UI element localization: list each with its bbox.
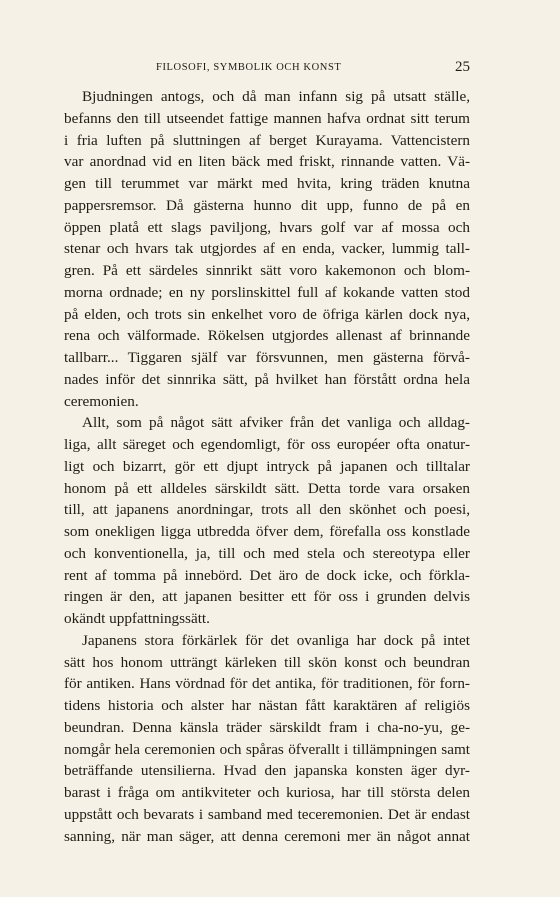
body-text bbox=[64, 86, 470, 847]
text-line: och konventionella, ja, till och med stela och stereotypa eller bbox=[64, 544, 470, 562]
text-line: okändt uppfattningssätt. bbox=[64, 610, 210, 627]
text-line: till, att japanens anordningar, trots all den skönhet och poesi, bbox=[64, 501, 470, 519]
text-line: morna ordnade; en ny porslinskittel full af kokande vatten stod bbox=[64, 283, 470, 301]
text-line: ringen är den, att japanen besitter ett för oss i grunden delvis bbox=[64, 588, 470, 606]
text-line: nomgår hela ceremonien och spåras öfverallt i tillämpningen samt bbox=[64, 740, 470, 758]
text-line: befanns den till utseendet fattige mannen hafva ordnat sitt terum bbox=[64, 109, 470, 127]
text-line: liga, allt säreget och egendomligt, för oss européer ofta onatur- bbox=[64, 436, 470, 453]
page-header bbox=[64, 60, 470, 78]
text-line: sanning, när man säger, att denna ceremoni mer än något annat bbox=[64, 827, 470, 845]
running-title: FILOSOFI, SYMBOLIK OCH KONST bbox=[156, 62, 342, 73]
text-line: för antiken. Hans vördnad för det antika, för traditionen, för forn- bbox=[64, 675, 470, 693]
text-line: var anordnad vid en liten bäck med friskt, rinnande vatten. Vä- bbox=[64, 153, 470, 171]
page-number: 25 bbox=[455, 59, 470, 75]
text-line: rena och välformade. Rökelsen utgjordes allenast af brinnande bbox=[64, 327, 470, 345]
text-line: pappersremsor. Då gästerna hunno dit upp, funno de på en bbox=[64, 196, 470, 214]
text-line: barast i fråga om antikviteter och kuriosa, har till största delen bbox=[64, 784, 470, 801]
text-line: sätt hos honom utträngt kärleken till skön konst och beundran bbox=[64, 653, 470, 671]
text-line: tallbarr... Tiggaren själf var försvunnen, men gästerna förvå- bbox=[64, 349, 470, 366]
text-line: i fria luften på sluttningen af berget Kurayama. Vattencistern bbox=[64, 131, 470, 149]
text-line: Japanens stora förkärlek för det ovanliga har dock på intet bbox=[82, 631, 470, 649]
text-line: stenar och hvars tak utgjordes af en enda, vacker, lummig tall- bbox=[64, 240, 470, 258]
text-line: gen till terummet var märkt med hvita, kring träden knutna bbox=[64, 175, 470, 192]
text-line: nades inför det sinnrika sätt, på hvilket han förstått ordna hela bbox=[64, 370, 470, 388]
text-line: Bjudningen antogs, och då man infann sig på utsatt ställe, bbox=[82, 88, 470, 105]
text-line: på elden, och trots sin enkelhet voro de öfriga kärlen dock nya, bbox=[64, 305, 470, 323]
text-line: rent af tomma på innebörd. Det äro de dock icke, och förkla- bbox=[64, 566, 470, 584]
text-line: ceremonien. bbox=[64, 392, 139, 410]
text-line: Allt, som på något sätt afviker från det vanliga och alldag- bbox=[82, 414, 470, 432]
text-line: tidens historia och alster har nästan fått karaktären af religiös bbox=[64, 697, 470, 714]
text-line: honom på ett alldeles särskildt sätt. Detta torde vara orsaken bbox=[64, 479, 470, 497]
text-line: uppstått och bevarats i samband med teceremonien. Det är endast bbox=[64, 805, 470, 823]
text-line: som onekligen ligga utbredda öfver dem, förefalla oss konstlade bbox=[64, 523, 470, 540]
text-line: ligt och bizarrt, gör ett djupt intryck på japanen och tilltalar bbox=[64, 457, 470, 475]
text-line: beträffande utensilierna. Hvad den japanska konsten äger dyr- bbox=[64, 762, 470, 780]
text-line: öppen platå ett slags paviljong, hvars golf var af mossa och bbox=[64, 218, 470, 236]
text-line: beundran. Denna känsla träder särskildt fram i cha-no-yu, ge- bbox=[64, 718, 470, 736]
text-line: gren. På ett särdeles sinnrikt sätt voro kakemonon och blom- bbox=[64, 262, 470, 279]
